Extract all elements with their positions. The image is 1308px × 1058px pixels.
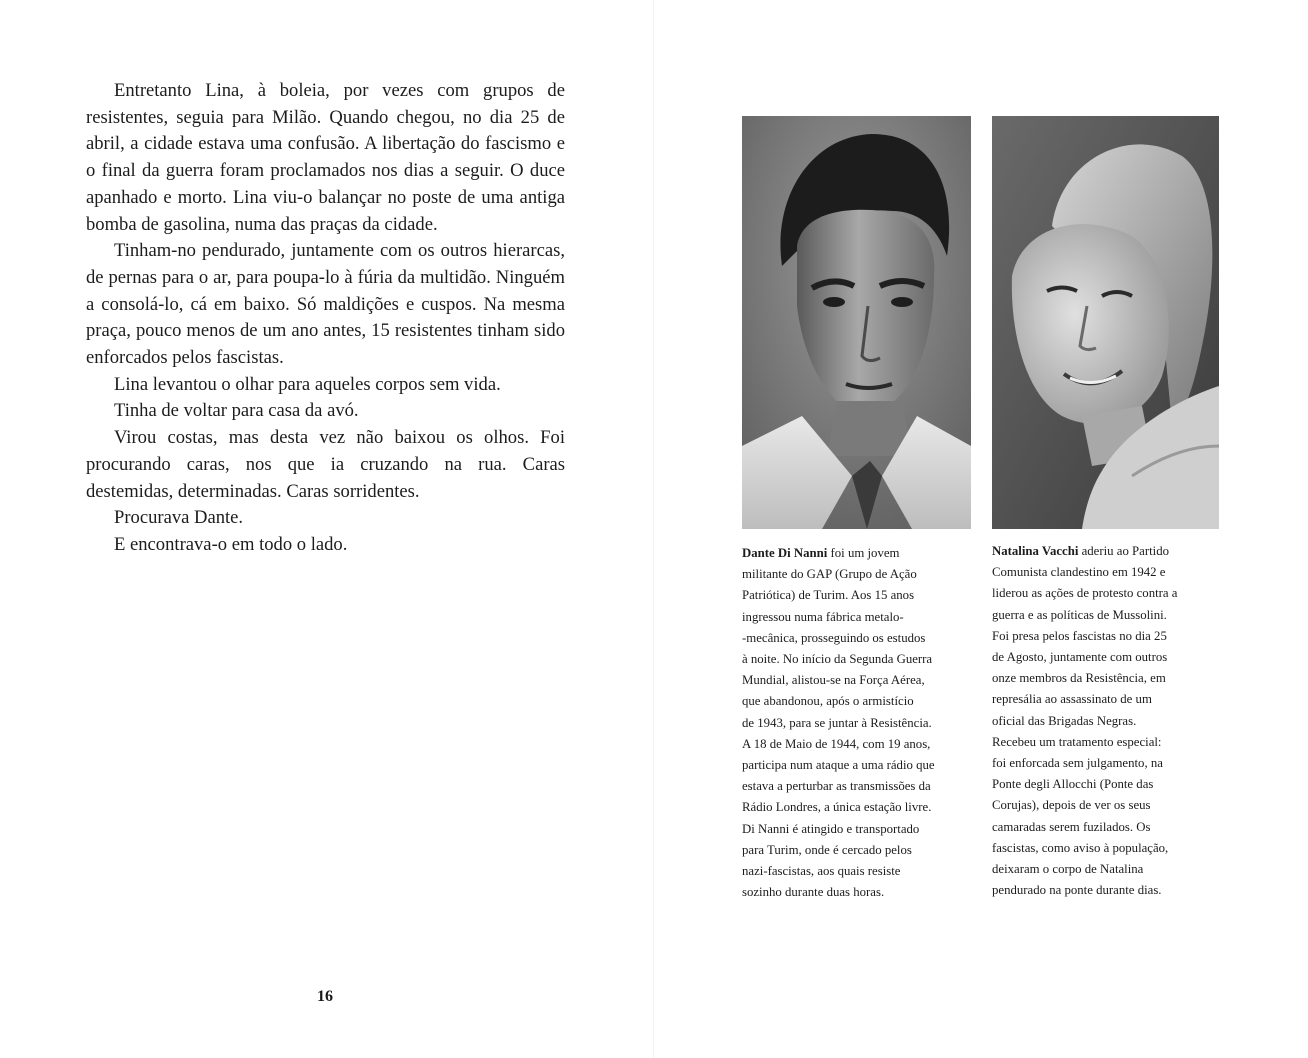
paragraph: Tinha de voltar para casa da avó. bbox=[114, 400, 359, 422]
caption-line: guerra e as políticas de Mussolini. bbox=[992, 607, 1167, 622]
page-number: 16 bbox=[317, 988, 333, 1005]
caption-line: deixaram o corpo de Natalina bbox=[992, 862, 1144, 877]
natalina-portrait-photo bbox=[992, 116, 1219, 529]
caption-line: que abandonou, após o armistício bbox=[742, 694, 914, 709]
left-page bbox=[0, 0, 653, 1058]
natalina-caption bbox=[992, 541, 1206, 901]
caption-line: de Agosto, juntamente com outros bbox=[992, 650, 1168, 665]
caption-line: fascistas, como aviso à população, bbox=[992, 840, 1169, 855]
caption-line: pendurado na ponte durante dias. bbox=[992, 883, 1162, 898]
caption-line: liderou as ações de protesto contra a bbox=[992, 586, 1178, 601]
caption-line: para Turim, onde é cercado pelos bbox=[742, 842, 912, 857]
caption-line: -mecânica, prosseguindo os estudos bbox=[742, 630, 926, 645]
caption-text: foi um jovem bbox=[827, 546, 900, 560]
caption-text: aderiu ao Partido bbox=[1078, 544, 1170, 558]
caption-line: participa num ataque a uma rádio que bbox=[742, 758, 935, 773]
caption-line: nazi-fascistas, aos quais resiste bbox=[742, 864, 901, 879]
caption-name: Dante Di Nanni bbox=[742, 546, 828, 560]
caption-line: Recebeu um tratamento especial: bbox=[992, 734, 1162, 749]
caption-line: à noite. No início da Segunda Guerra bbox=[742, 652, 933, 667]
caption-line: Mundial, alistou-se na Força Aérea, bbox=[742, 673, 925, 688]
caption-line: onze membros da Resistência, em bbox=[992, 671, 1166, 686]
right-page bbox=[654, 0, 1308, 1058]
caption-line: estava a perturbar as transmissões da bbox=[742, 779, 931, 794]
caption-line bbox=[992, 541, 1206, 562]
caption-line: Comunista clandestino em 1942 e bbox=[992, 565, 1166, 580]
caption-line: represália ao assassinato de um bbox=[992, 692, 1152, 707]
caption-line: sozinho durante duas horas. bbox=[742, 885, 885, 900]
caption-line: oficial das Brigadas Negras. bbox=[992, 713, 1137, 728]
paragraph: Procurava Dante. bbox=[114, 507, 244, 529]
caption-line: ingressou numa fábrica metalo- bbox=[742, 609, 904, 624]
body-text bbox=[86, 78, 565, 559]
caption-line: Patriótica) de Turim. Aos 15 anos bbox=[742, 588, 915, 603]
caption-line: Rádio Londres, a única estação livre. bbox=[742, 800, 932, 815]
caption-line: foi enforcada sem julgamento, na bbox=[992, 756, 1163, 771]
paragraph: Tinham-no pendurado, juntamente com os outros hierarcas, de pernas para o ar, para poupa-lo à fúria da multidão. Ninguém a consolá-lo, cá em baixo. Só maldições e cuspos. Na mesma praça, pouco menos de um ano antes, 15 resistentes tinham sido enforcados pelos fascistas. bbox=[86, 240, 565, 369]
caption-line: A 18 de Maio de 1944, com 19 anos, bbox=[742, 736, 931, 751]
caption-name: Natalina Vacchi bbox=[992, 544, 1079, 558]
caption-line: Ponte degli Allocchi (Ponte das bbox=[992, 777, 1154, 792]
paragraph: Entretanto Lina, à boleia, por vezes com grupos de resistentes, seguia para Milão. Quando chegou, no dia 25 de abril, a cidade estava uma confusão. A libertação do fascismo e o final da guerra foram proclamados nos dias a seguir. O duce apanhado e morto. Lina viu-o balançar no poste de uma antiga bomba de gasolina, numa das praças da cidade. bbox=[86, 80, 565, 235]
caption-line bbox=[742, 543, 974, 564]
caption-line: Foi presa pelos fascistas no dia 25 bbox=[992, 628, 1167, 643]
caption-line: militante do GAP (Grupo de Ação bbox=[742, 567, 917, 582]
caption-line: camaradas serem fuzilados. Os bbox=[992, 819, 1151, 834]
paragraph: E encontrava-o em todo o lado. bbox=[114, 533, 348, 555]
dante-portrait-photo bbox=[742, 116, 971, 529]
caption-line: Corujas), depois de ver os seus bbox=[992, 798, 1151, 813]
dante-caption bbox=[742, 543, 974, 903]
paragraph: Virou costas, mas desta vez não baixou os olhos. Foi procurando caras, nos que ia cruzando na rua. Caras destemidas, determinadas. Caras sorridentes. bbox=[86, 427, 565, 502]
caption-line: de 1943, para se juntar à Resistência. bbox=[742, 715, 932, 730]
paragraph: Lina levantou o olhar para aqueles corpos sem vida. bbox=[114, 373, 501, 395]
caption-line: Di Nanni é atingido e transportado bbox=[742, 821, 920, 836]
